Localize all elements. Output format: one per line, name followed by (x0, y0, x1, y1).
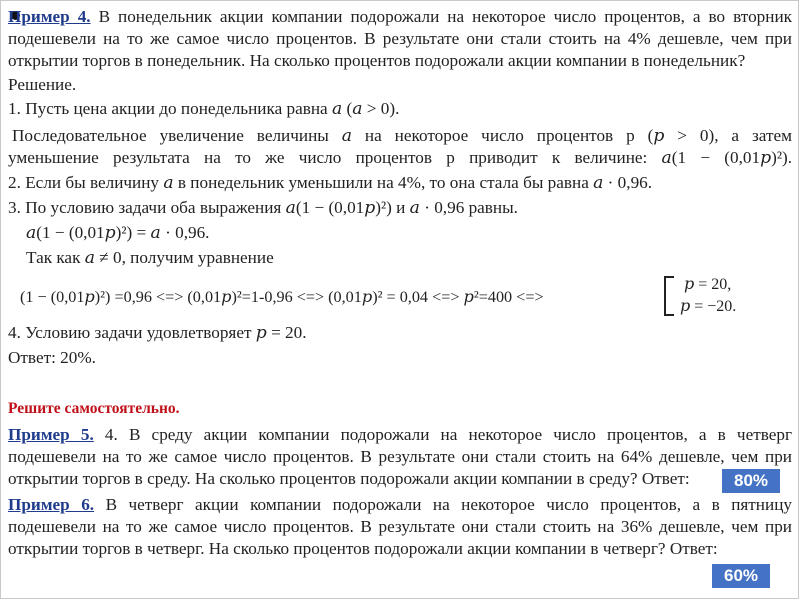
system-line1: 𝑝 = 20, (684, 276, 732, 293)
solution-step4: 4. Условию задачи удовлетворяет 𝑝 = 20. (8, 323, 307, 342)
solution-step1b-line1: Последовательное увеличение величины 𝑎 на некоторое число процентов р (𝑝 > 0), а затем (12, 126, 792, 145)
example6-label: Пример 6. (8, 495, 95, 514)
solution-step1b-line2: уменьшение результата на то же число процентов р приводит к величине: 𝑎(1 − (0,01𝑝)²). (8, 148, 792, 167)
example6-text1: В четверг акции компании подорожали на некоторое число процентов, а в пятницу (94, 495, 792, 514)
example5-line2: подешевели на то же самое число процентов. В результате они стали стоить на 64% дешевле, чем при (8, 447, 792, 466)
example4-line3: открытии торгов в понедельник. На сколько процентов подорожали акции компании в понедельник? (8, 51, 746, 70)
solution-chain: (1 − (0,01𝑝)²) =0,96 <=> (0,01𝑝)²=1-0,96 <=> (0,01𝑝)² = 0,04 <=> 𝑝²=400 <=> (20, 288, 544, 306)
example5-answer-badge[interactable]: 80% (722, 469, 780, 493)
self-work-heading: Решите самостоятельно. (8, 400, 180, 417)
example4-label: Пример 4. (8, 7, 91, 26)
system-brace (664, 276, 674, 316)
system-line2: 𝑝 = −20. (680, 298, 737, 315)
example4-line1 (8, 6, 792, 28)
example4-line2: подешевели на то же самое число процентов. В результате они стали стоить на 4% дешевле, чем при (8, 29, 792, 48)
example4-text1: В понедельник акции компании подорожали на некоторое число процентов, а во вторник (98, 7, 792, 26)
solution-answer: Ответ: 20%. (8, 348, 96, 367)
solution-step2: 2. Если бы величину 𝑎 в понедельник уменьшили на 4%, то она стала бы равна 𝑎 · 0,96. (8, 173, 653, 192)
solution-equation1: 𝑎(1 − (0,01𝑝)²) = 𝑎 · 0,96. (26, 223, 210, 242)
solution-heading: Решение. (8, 75, 77, 94)
example6-line2: подешевели на то же самое число процентов. В результате они стали стоить на 36% дешевле, чем при (8, 517, 792, 536)
solution-since: Так как 𝑎 ≠ 0, получим уравнение (26, 248, 274, 267)
example5-label: Пример 5. (8, 425, 94, 444)
example6-line1 (8, 494, 792, 516)
solution-step1: 1. Пусть цена акции до понедельника равна 𝑎 (𝑎 > 0). (8, 99, 400, 118)
example5-line1 (8, 424, 792, 446)
example6-answer-badge[interactable]: 60% (712, 564, 770, 588)
solution-step3: 3. По условию задачи оба выражения 𝑎(1 − (0,01𝑝)²) и 𝑎 · 0,96 равны. (8, 198, 518, 217)
example5-line3: открытии торгов в среду. На сколько процентов подорожали акции компании в среду? Ответ: (8, 469, 690, 488)
example5-text1: 4. В среду акции компании подорожали на некоторое число процентов, а в четверг (93, 425, 792, 444)
example6-line3: открытии торгов в четверг. На сколько процентов подорожали акции компании в четверг? Ответ: (8, 539, 718, 558)
